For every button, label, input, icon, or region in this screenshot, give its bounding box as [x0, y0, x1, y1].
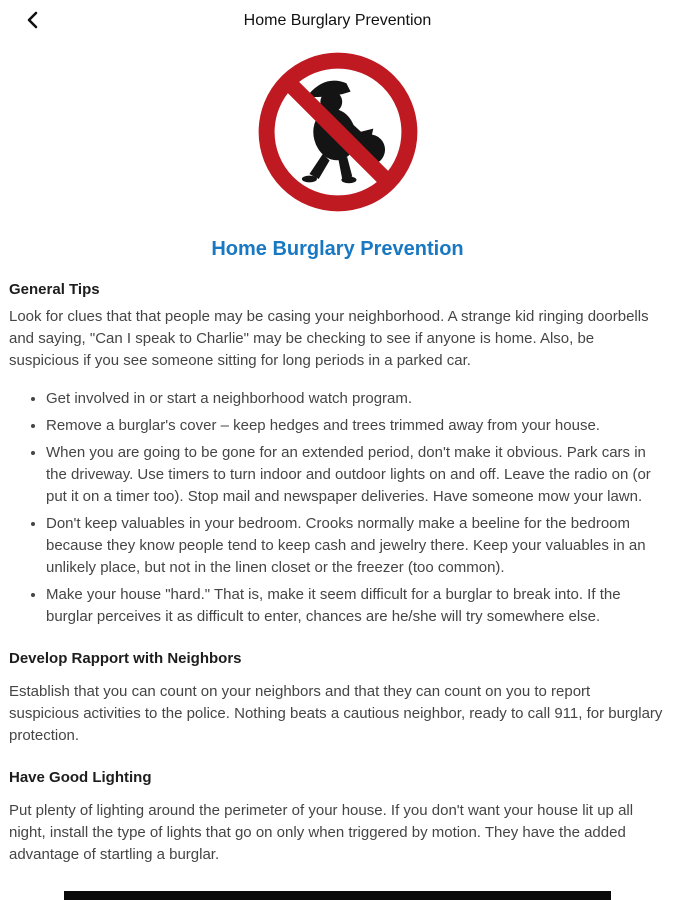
top-bar — [0, 0, 675, 42]
chevron-left-icon — [23, 10, 43, 33]
article-content — [0, 281, 675, 866]
section-heading-lighting: Have Good Lighting — [9, 769, 152, 786]
general-tips-intro-paragraph: Look for clues that that people may be casing your neighborhood. A strange kid ringing doorbells and saying, "Can I speak to Charlie" may be checking to see if anyone is home. Also, be suspicious if you see someone sitting for long periods in a parked car. — [9, 308, 649, 369]
list-item: • When you are going to be gone for an extended period, don't make it obvious. Park cars in the driveway. Use timers to turn indoor and outdoor lights on and off. Leave the radio on (or put it on a timer too). Stop mail and newspaper deliveries. Have someone mow your lawn. — [46, 442, 663, 508]
article-title: Home Burglary Prevention — [211, 238, 464, 260]
list-item: • Don't keep valuables in your bedroom. Crooks normally make a beeline for the bedroom because they know people tend to keep cash and jewelry there. Keep your valuables in an unlikely place, but not in the linen closet or the freezer (too common). — [46, 513, 663, 579]
section-heading-general-tips: General Tips — [9, 281, 100, 298]
tips-list — [9, 388, 663, 628]
list-item: • Get involved in or start a neighborhood watch program. — [46, 388, 663, 410]
page-title: Home Burglary Prevention — [243, 12, 432, 29]
rapport-paragraph: Establish that you can count on your neighbors and that they can count on you to report suspicious activities to the police. Nothing beats a cautious neighbor, ready to call 911, for burglary protection. — [9, 683, 663, 744]
list-item: • Remove a burglar's cover – keep hedges and trees trimmed away from your house. — [46, 415, 663, 437]
hero-section — [0, 48, 675, 261]
system-nav-bar — [64, 891, 611, 900]
back-button[interactable] — [16, 4, 50, 38]
lighting-paragraph: Put plenty of lighting around the perimeter of your house. If you don't want your house lit up all night, install the type of lights that go on only when triggered by motion. They have the added advantage of startling a burglar. — [9, 802, 634, 863]
no-burglar-icon — [254, 48, 422, 216]
list-item: • Make your house "hard." That is, make it seem difficult for a burglar to break into. If the burglar perceives it as difficult to enter, chances are he/she will try somewhere else. — [46, 584, 663, 628]
section-heading-rapport: Develop Rapport with Neighbors — [9, 650, 242, 667]
